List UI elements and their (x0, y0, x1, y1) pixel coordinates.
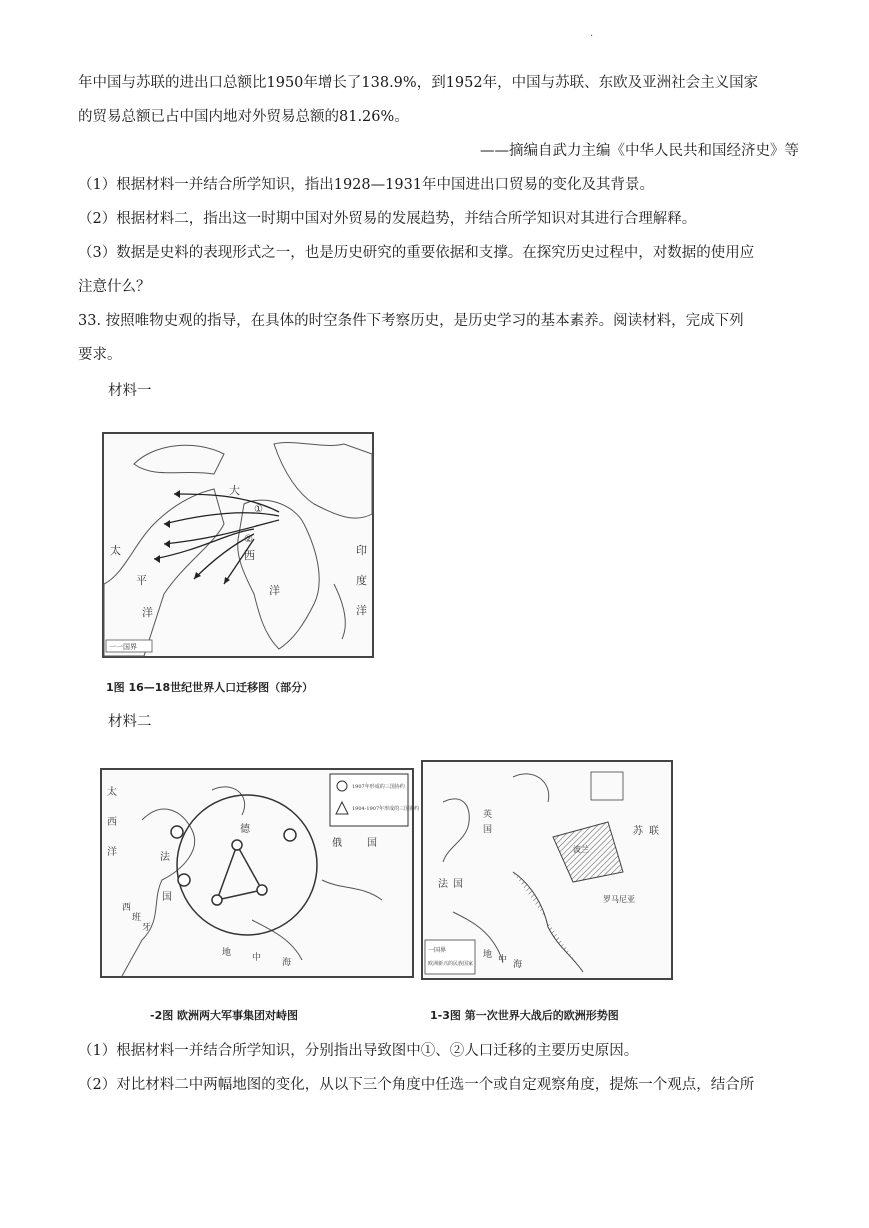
map2-label-4: 国 (162, 892, 172, 903)
map3-label-3: 国 (453, 879, 463, 890)
map3-label-6: 波兰 (573, 845, 589, 854)
map2-label-11: 地 (222, 948, 232, 958)
material-1-label: 材料一 (108, 383, 152, 399)
map1-label-8: 洋 (269, 584, 280, 597)
map3-label-8: 地 (483, 950, 493, 960)
map1-label-4: 洋 (142, 606, 153, 619)
sub-question-2: （2）对比材料二中两幅地图的变化，从以下三个角度中任选一个或自定观察角度，提炼一个观点，结合所 (78, 1077, 755, 1093)
map2-label-7: 国 (367, 838, 377, 849)
material-2-label: 材料二 (108, 714, 152, 730)
map2-label-6: 俄 (332, 838, 342, 849)
map-population-migration (102, 432, 374, 658)
map3-legend-1: 一国界 (428, 947, 447, 954)
text-line-2: 的贸易总额已占中国内地对外贸易总额的81.26%。 (78, 109, 409, 125)
map-european-military-blocs (100, 768, 420, 978)
map2-label-5: 德 (240, 824, 250, 835)
map3-label-4: 苏 (633, 826, 643, 837)
map2-legend-2: 1904-1907年形成的三国协约 (352, 806, 420, 812)
map1-label-2: 太 (110, 544, 121, 557)
map2-label-2: 洋 (107, 847, 117, 858)
question-1: （1）根据材料一并结合所学知识，指出1928—1931年中国进出口贸易的变化及其背景。 (78, 177, 655, 193)
map2-label-10: 牙 (142, 923, 152, 933)
map1-label-0: 大 (229, 484, 240, 497)
map3-label-5: 联 (649, 826, 659, 837)
map1-marker-1: ① (254, 504, 263, 515)
map1-label-7: 洋 (356, 604, 367, 617)
sub-question-1: （1）根据材料一并结合所学知识，分别指出导致图中①、②人口迁移的主要历史原因。 (78, 1043, 639, 1059)
map1-caption: 1图 16—18世纪世界人口迁移图（部分） (106, 681, 314, 694)
map3-label-10: 海 (513, 960, 523, 970)
source-citation: ——摘编自武力主编《中华人民共和国经济史》等 (480, 143, 799, 159)
map3-legend-2: 欧洲新兴的民族国家 (428, 961, 474, 967)
question-33-line-2: 要求。 (78, 347, 122, 363)
question-3-line-2: 注意什么？ (78, 279, 151, 295)
map3-caption: 1-3图 第一次世界大战后的欧洲形势图 (430, 1009, 619, 1022)
map3-label-0: 英 (483, 810, 493, 820)
text-line-1: 年中国与苏联的进出口总额比1950年增长了138.9%，到1952年，中国与苏联、东欧及亚洲社会主义国家 (78, 75, 759, 91)
map2-legend-1: 1907年形成的三国协约 (352, 784, 405, 790)
map-europe-after-ww1 (421, 760, 673, 980)
map1-label-3: 平 (136, 574, 147, 587)
map3-label-1: 国 (483, 825, 493, 835)
map1-label-6: 度 (356, 574, 367, 587)
map2-label-0: 太 (107, 787, 117, 798)
map1-label-1: 西 (244, 549, 255, 562)
map2-label-1: 西 (107, 817, 117, 828)
map2-label-8: 西 (122, 903, 132, 913)
map2-caption: -2图 欧洲两大军事集团对峙图 (150, 1009, 299, 1022)
question-2: （2）根据材料二，指出这一时期中国对外贸易的发展趋势，并结合所学知识对其进行合理解释。 (78, 211, 697, 227)
map1-legend: 一一国界 (109, 643, 137, 651)
map3-label-2: 法 (438, 879, 448, 890)
map2-label-13: 海 (282, 958, 292, 968)
question-3-line-1: （3）数据是史料的表现形式之一，也是历史研究的重要依据和支撑。在探究历史过程中，对数据的使用应 (78, 245, 755, 261)
question-33-line-1: 33. 按照唯物史观的指导，在具体的时空条件下考察历史，是历史学习的基本素养。阅读材料，完成下列 (78, 313, 744, 329)
header-mark: . (590, 28, 594, 39)
map1-label-5: 印 (356, 544, 367, 557)
map3-label-7: 罗马尼亚 (603, 895, 635, 904)
map3-label-9: 中 (498, 955, 508, 965)
map1-marker-2: ② (244, 534, 253, 545)
map2-label-9: 班 (132, 913, 142, 923)
map2-label-3: 法 (160, 852, 170, 863)
map2-label-12: 中 (252, 953, 262, 963)
